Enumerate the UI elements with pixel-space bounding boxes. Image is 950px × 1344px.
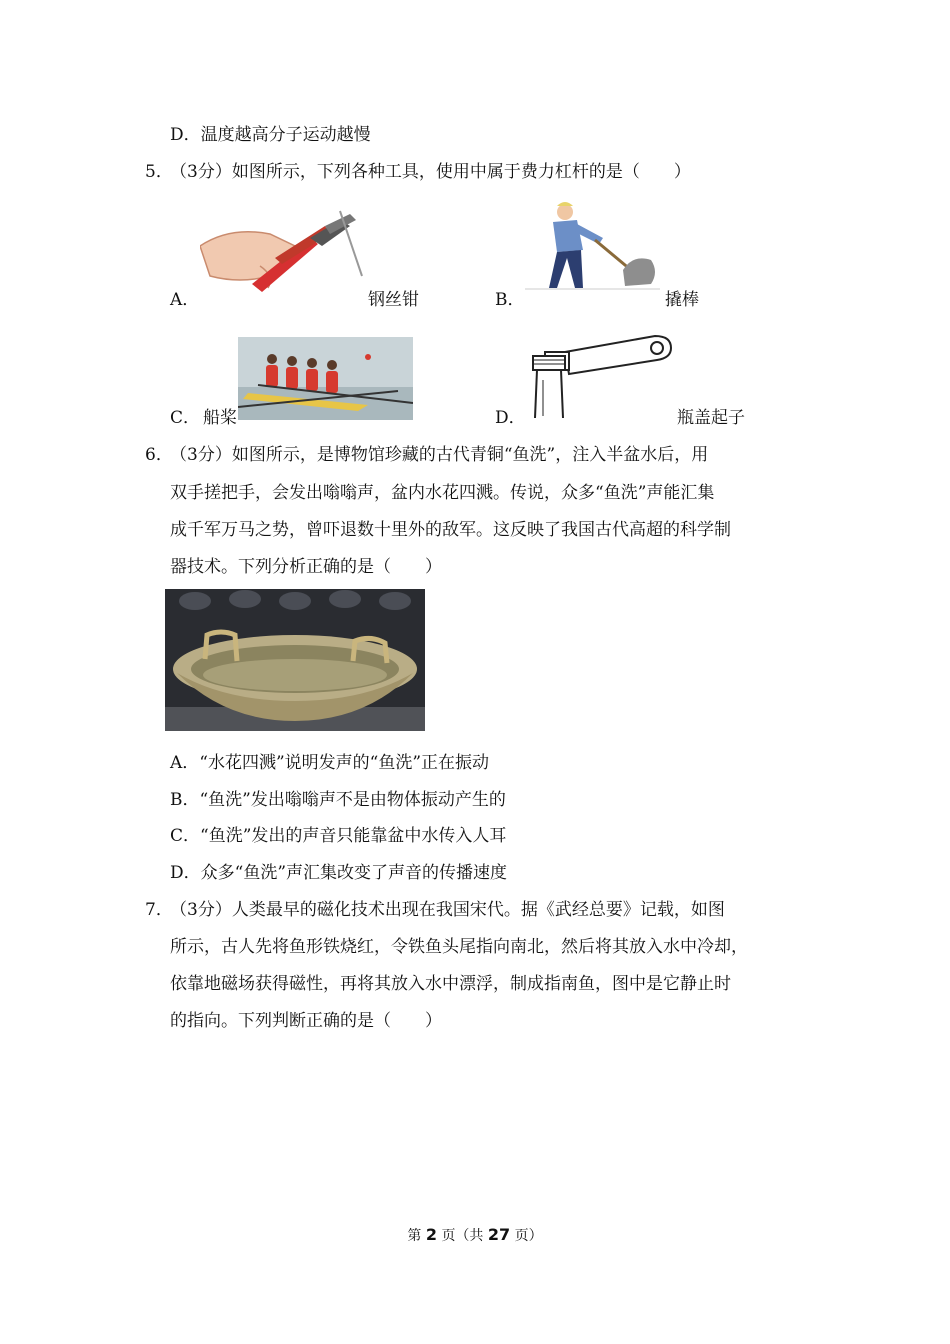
- q7-stem-line-1: （3分）人类最早的磁化技术出现在我国宋代。据《武经总要》记载，如图: [170, 900, 725, 920]
- q5-option-a-label: A．: [170, 290, 200, 310]
- q6-option-d: D．众多“鱼洗”声汇集改变了声音的传播速度: [170, 863, 508, 883]
- footer-suffix: 页）: [514, 1228, 543, 1244]
- footer-total-pages: 27: [487, 1225, 511, 1244]
- q5-option-a-caption: 钢丝钳: [368, 290, 419, 310]
- q7-stem-line-3: 依靠地磁场获得磁性，再将其放入水中漂浮，制成指南鱼，图中是它静止时: [170, 974, 731, 994]
- crowbar-image: [525, 200, 660, 292]
- q6-stem-line-1: （3分）如图所示，是博物馆珍藏的古代青铜“鱼洗”，注入半盆水后，用: [170, 445, 709, 465]
- pliers-image: [200, 206, 364, 294]
- q5-option-c-caption: 船桨: [203, 408, 237, 428]
- q6-option-a: A．“水花四溅”说明发声的“鱼洗”正在振动: [170, 753, 490, 773]
- rowing-oar-image: [238, 337, 413, 420]
- footer-mid: 页（共: [441, 1228, 484, 1244]
- footer-page-number: 2: [425, 1225, 437, 1244]
- q5-number: 5．: [145, 162, 173, 182]
- q6-stem-line-3: 成千军万马之势，曾吓退数十里外的敌军。这反映了我国古代高超的科学制: [170, 520, 731, 540]
- bottle-opener-image: [525, 330, 675, 420]
- page-footer: [0, 1224, 950, 1247]
- q7-stem-line-2: 所示，古人先将鱼形铁烧红，令铁鱼头尾指向南北，然后将其放入水中冷却，: [170, 937, 748, 957]
- q7-number: 7．: [145, 900, 173, 920]
- q5-option-d-label: D．: [495, 408, 526, 428]
- q6-option-b: B．“鱼洗”发出嗡嗡声不是由物体振动产生的: [170, 790, 506, 810]
- q5-option-d-caption: 瓶盖起子: [677, 408, 745, 428]
- footer-prefix: 第: [407, 1228, 422, 1244]
- bronze-basin-image: [165, 589, 425, 731]
- q4-option-d: D．温度越高分子运动越慢: [170, 125, 371, 145]
- q6-stem-line-2: 双手搓把手，会发出嗡嗡声，盆内水花四溅。传说，众多“鱼洗”声能汇集: [170, 483, 715, 503]
- q5-option-b-caption: 撬棒: [665, 290, 699, 310]
- q5-option-c-label: C．: [170, 408, 201, 428]
- q5-option-b-label: B．: [495, 290, 525, 310]
- q6-stem-line-4: 器技术。下列分析正确的是（ ）: [170, 557, 442, 577]
- q7-stem-line-4: 的指向。下列判断正确的是（ ）: [170, 1011, 442, 1031]
- q6-option-c: C．“鱼洗”发出的声音只能靠盆中水传入人耳: [170, 826, 507, 846]
- q5-stem: （3分）如图所示，下列各种工具，使用中属于费力杠杆的是（ ）: [170, 162, 691, 182]
- q6-number: 6．: [145, 445, 173, 465]
